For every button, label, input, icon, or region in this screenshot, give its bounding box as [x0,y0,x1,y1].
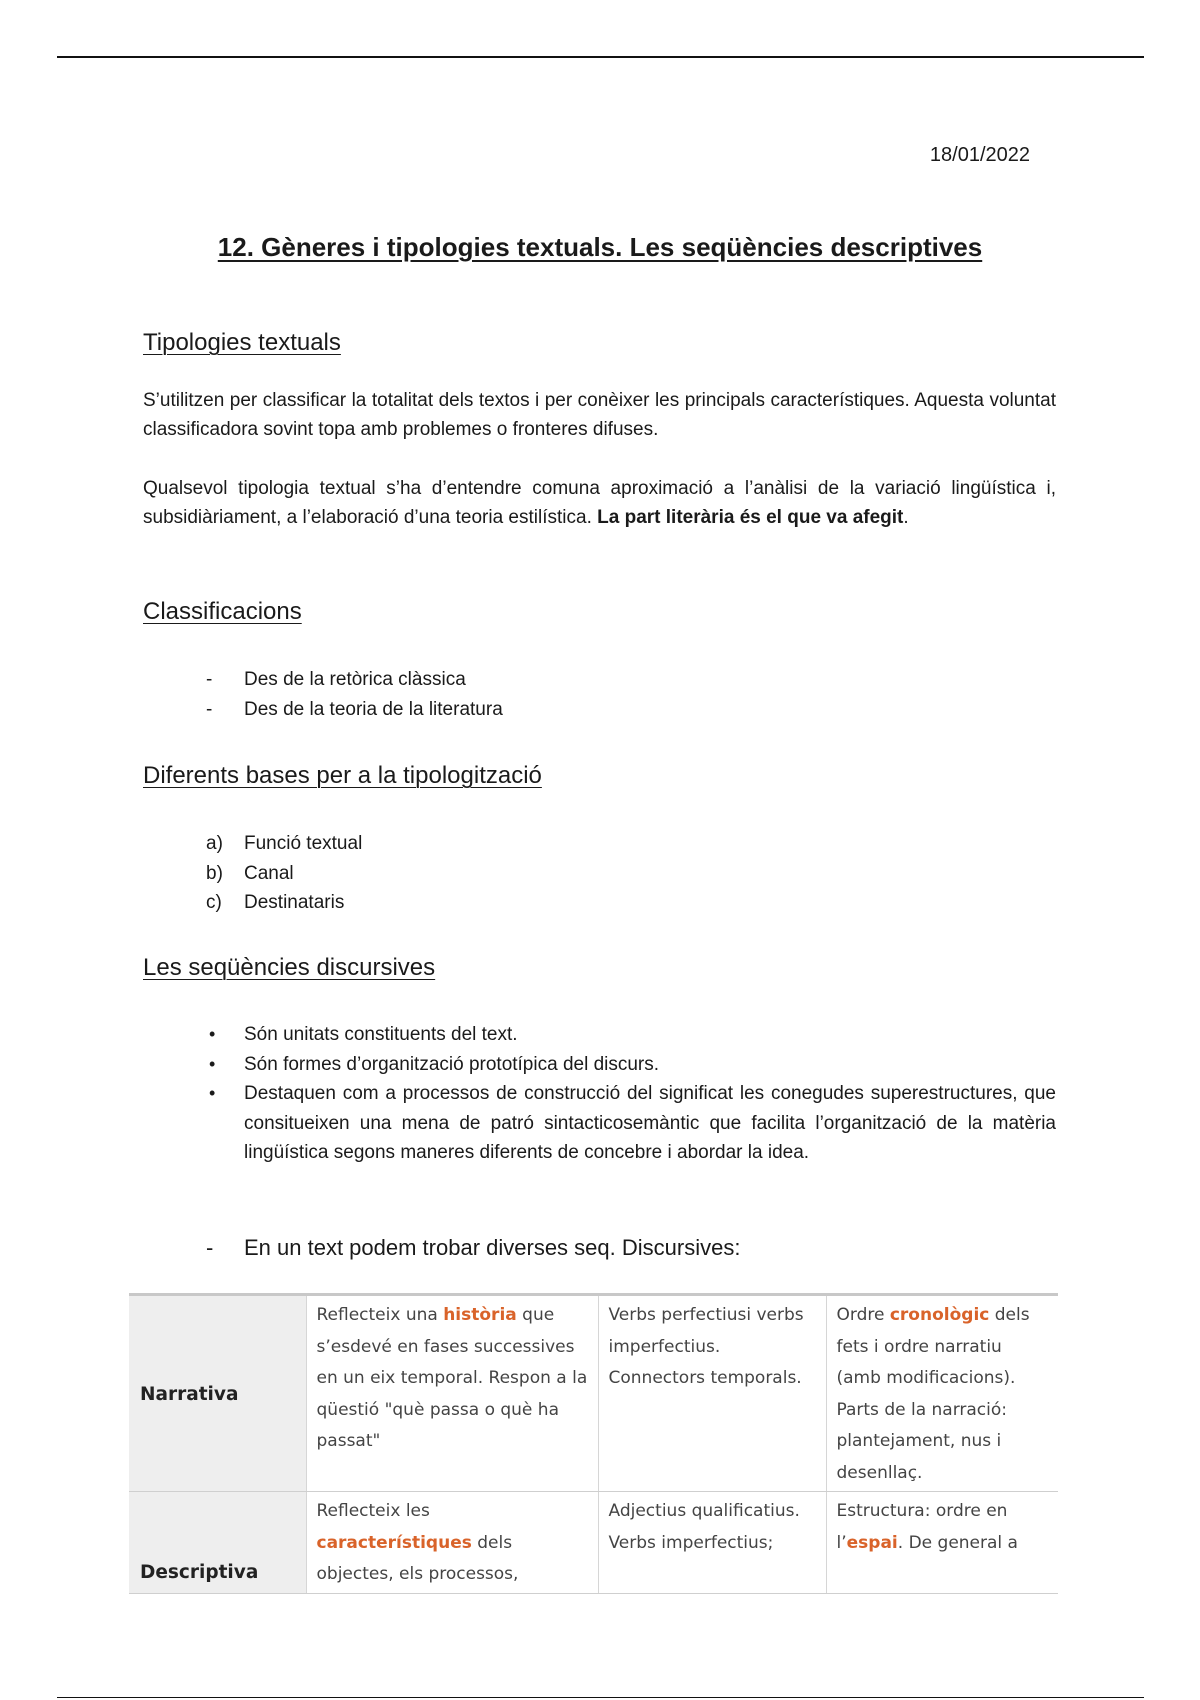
cell-text: . De general a [897,1532,1018,1553]
heading-bases-tipologitzacio: Diferents bases per a la tipologització [143,762,542,789]
bullet-dot: • [209,1024,216,1044]
bottom-rule [57,1697,1144,1698]
cell-description [306,1295,598,1492]
list-letter: b) [206,862,223,884]
heading-tipologies-textuals: Tipologies textuals [143,329,341,356]
paragraph-intro: S’utilitzen per classificar la totalitat dels textos i per conèixer les principals característiques. Aquesta voluntat classificadora sovint topa amb problemes o fronteres difuses. [143,390,1056,440]
list-item [143,859,1056,889]
cell-text: Reflecteix una [316,1305,444,1325]
bullet-text: Són formes d’organització prototípica del discurs. [244,1053,660,1075]
cell-text: Ordre [836,1305,890,1325]
cell-text: dels objectes, els processos, [316,1532,519,1584]
table-row-narrativa [129,1295,1058,1492]
highlight-caracteristiques: característiques [316,1532,472,1553]
bullet-item [143,1050,1056,1080]
paragraph-tipologia [143,474,1056,532]
sequencies-intro-text: En un text podem trobar diverses seq. Discursives: [244,1235,741,1260]
cell-features: Adjectius qualificatius. Verbs imperfectius; [598,1492,826,1594]
list-item-text: Canal [244,862,294,884]
highlight-historia: història [443,1305,517,1325]
list-letter: c) [206,892,222,913]
cell-text: que s’esdevé en fases successives en un eix temporal. Respon a la qüestió "què passa o què ha passat" [316,1305,588,1451]
cell-text: Estructura: ordre en l’ [836,1501,1008,1553]
highlight-espai: espai [846,1532,898,1553]
sequencies-bullets [143,1020,1056,1168]
cell-description [306,1492,598,1594]
bullet-item [143,1079,1056,1168]
bases-list [143,829,1056,918]
heading-sequencies-discursives: Les seqüències discursives [143,954,436,981]
paragraph-tipologia-bold: La part literària és el que va afegit [597,507,904,528]
table-row-descriptiva [129,1492,1058,1594]
list-item [143,665,1056,695]
page-title [0,232,1200,263]
cell-features: Verbs perfectiusi verbs imperfectius. Connectors temporals. [598,1295,826,1492]
paragraph-tipologia-text: Qualsevol tipologia textual s’ha d’entendre comuna aproximació a l’anàlisi de la variació lingüística i, subsidiàriament, a l’elaboració d’una teoria estilística. [143,478,1056,528]
sequencies-table [129,1293,1058,1594]
bullet-text: Són unitats constituents del text. [244,1024,518,1045]
list-item [143,695,1056,725]
bullet-dot: • [209,1053,216,1074]
cell-structure [826,1295,1058,1492]
row-name-narrativa: Narrativa [129,1295,306,1492]
list-item [143,888,1056,918]
bullet-item [143,1020,1056,1050]
list-item-text: Des de la teoria de la literatura [244,698,503,720]
top-rule [57,56,1144,58]
list-item-text: Des de la retòrica clàssica [244,669,466,690]
list-letter: a) [206,833,223,854]
bullet-dot: • [209,1083,216,1103]
heading-classificacions: Classificacions [143,598,302,625]
list-item [143,829,1056,859]
highlight-cronologic: cronològic [889,1305,990,1325]
classificacions-list [143,665,1056,724]
cell-text: Reflecteix les [316,1501,430,1521]
list-item-text: Destinataris [244,892,345,913]
list-dash: - [206,698,213,720]
page-title-text: 12. Gèneres i tipologies textuals. Les seqüències descriptives [217,232,983,262]
list-item-text: Funció textual [244,833,363,854]
cell-text: dels fets i ordre narratiu (amb modificacions). Parts de la narració: plantejament, nus i desenllaç. [836,1305,1030,1483]
list-dash: - [206,1235,214,1260]
document-date: 18/01/2022 [929,144,1030,166]
paragraph-tipologia-end: . [903,507,909,528]
cell-structure [826,1492,1058,1594]
row-name-descriptiva: Descriptiva [129,1492,306,1594]
bullet-text: Destaquen com a processos de construcció del significat les conegudes superestructures, que consitueixen una mena de patró sintacticosemàntic que facilita l’organització de la matèria lingüística segons maneres diferents de concebre i abordar la idea. [244,1083,1056,1163]
list-dash: - [206,669,213,690]
